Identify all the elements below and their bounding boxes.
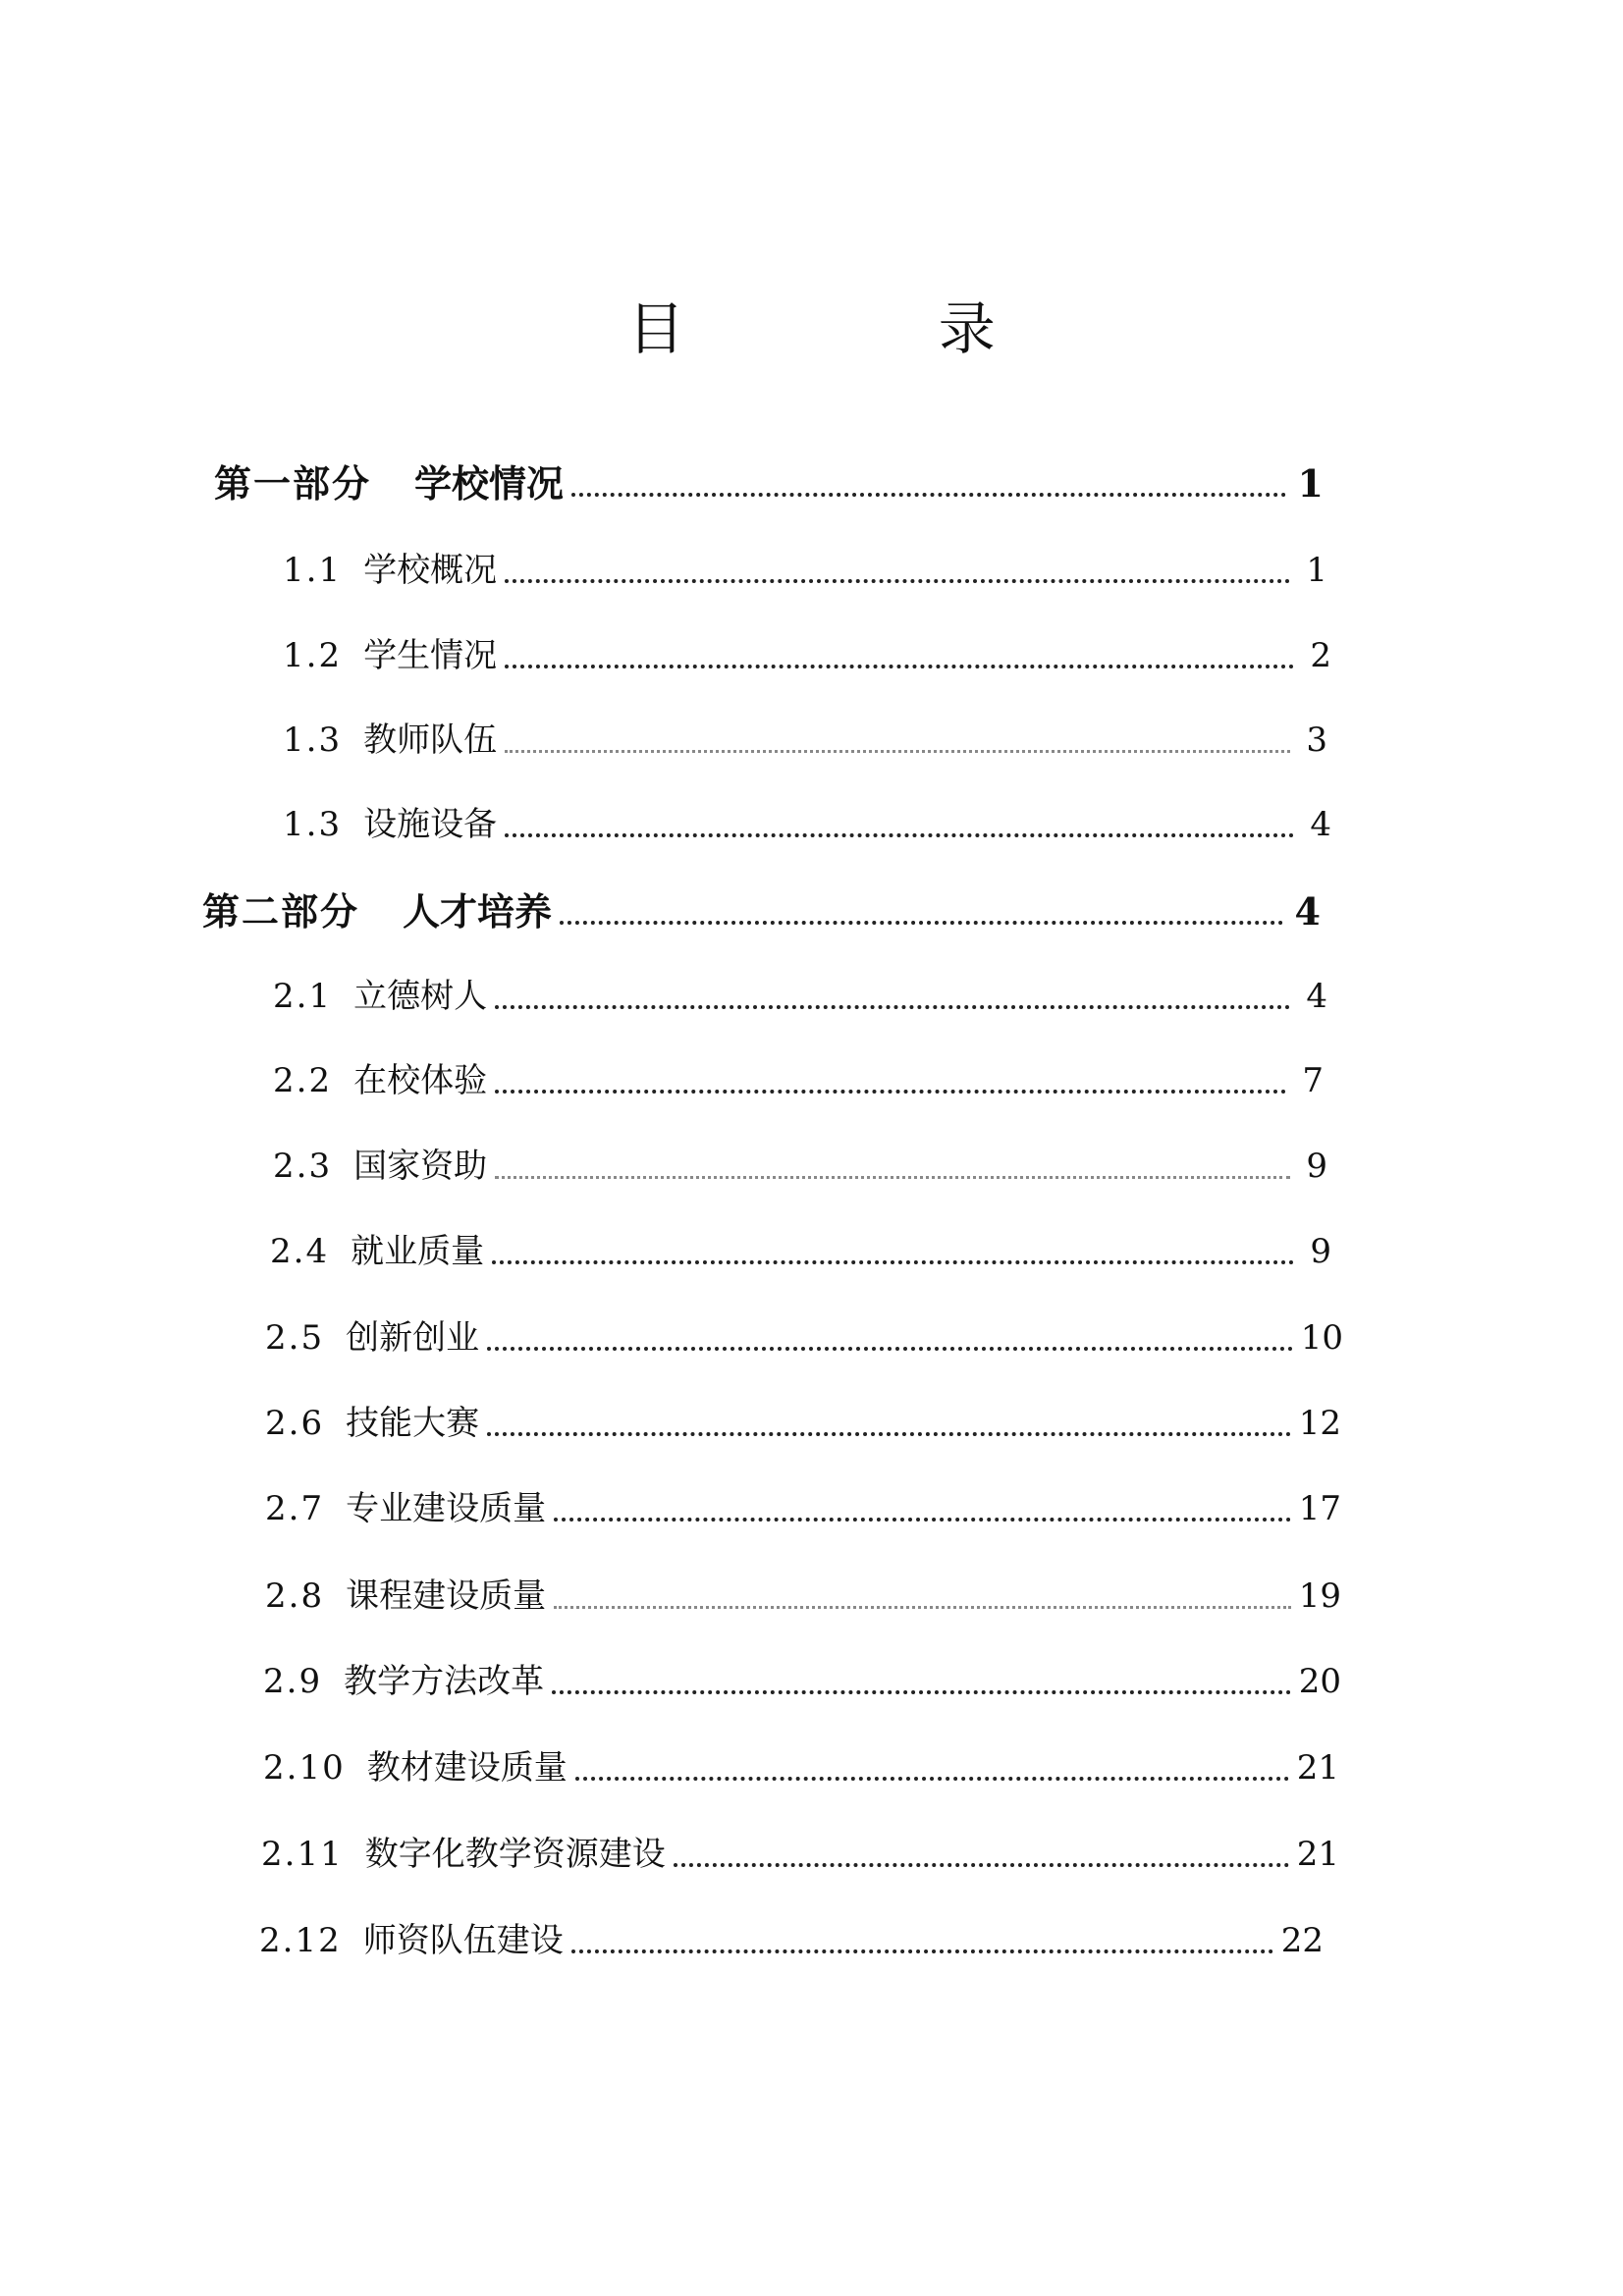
dot-leader: [495, 1005, 1290, 1009]
toc-entry-page: 20: [1298, 1662, 1341, 1701]
toc-entry-number: 1.1: [283, 551, 343, 590]
toc-entry-number: 2.3: [273, 1147, 333, 1186]
toc-entry-number: 第二部分: [202, 889, 360, 934]
toc-entry[interactable]: [263, 1743, 1339, 1792]
toc-entry-label: 国家资助: [353, 1147, 488, 1186]
toc-entry[interactable]: [265, 1399, 1341, 1448]
toc-entry-label: 设施设备: [363, 805, 498, 844]
toc-entry[interactable]: [265, 1572, 1341, 1621]
toc-entry[interactable]: [202, 887, 1321, 936]
dot-leader: [674, 1863, 1289, 1867]
toc-entry[interactable]: [265, 1313, 1343, 1362]
toc-entry-number: 2.8: [265, 1576, 325, 1616]
dot-leader: [505, 750, 1290, 753]
toc-entry-label: 师资队伍建设: [362, 1921, 564, 1960]
toc-entry-page: 9: [1306, 1147, 1327, 1186]
toc-entry[interactable]: [270, 1227, 1331, 1276]
toc-title: 目 录: [627, 295, 1113, 362]
toc-entry-number: 1.3: [283, 805, 343, 844]
toc-entry[interactable]: [214, 459, 1324, 508]
toc-entry-page: 9: [1310, 1232, 1331, 1271]
dot-leader: [505, 833, 1294, 837]
toc-entry-number: 2.9: [263, 1662, 323, 1701]
dot-leader: [492, 1260, 1294, 1264]
toc-entry-label: 就业质量: [351, 1232, 485, 1271]
toc-entry-page: 12: [1298, 1404, 1341, 1443]
toc-entry-label: 课程建设质量: [346, 1576, 547, 1616]
dot-leader: [495, 1090, 1286, 1094]
dot-leader: [571, 493, 1286, 497]
toc-entry-page: 4: [1294, 889, 1321, 934]
toc-entry-number: 2.5: [265, 1318, 325, 1358]
toc-entry-page: 7: [1302, 1061, 1324, 1100]
toc-entry-page: 4: [1306, 977, 1327, 1016]
toc-entry-page: 19: [1298, 1576, 1341, 1616]
toc-entry-number: 2.6: [265, 1404, 325, 1443]
toc-entry-number: 2.7: [265, 1489, 325, 1528]
toc-entry-page: 3: [1306, 721, 1327, 760]
toc-entry-label: 数字化教学资源建设: [364, 1835, 666, 1874]
toc-entry[interactable]: [273, 972, 1327, 1021]
dot-leader: [554, 1606, 1291, 1609]
toc-entry-page: 4: [1310, 805, 1331, 844]
dot-leader: [495, 1176, 1290, 1179]
dot-leader: [554, 1518, 1291, 1522]
toc-entry-number: 2.1: [273, 977, 333, 1016]
dot-leader: [575, 1777, 1289, 1781]
toc-entry-page: 21: [1296, 1835, 1339, 1874]
toc-entry[interactable]: [283, 716, 1327, 765]
toc-entry-page: 22: [1280, 1921, 1324, 1960]
toc-entry-number: 2.12: [259, 1921, 342, 1960]
toc-entry[interactable]: [283, 631, 1331, 680]
toc-entry-label: 教师队伍: [363, 721, 498, 760]
toc-entry-label: 学校概况: [363, 551, 498, 590]
toc-entry-page: 1: [1306, 551, 1327, 590]
dot-leader: [505, 579, 1290, 583]
toc-entry[interactable]: [265, 1484, 1341, 1533]
toc-entry-number: 2.4: [270, 1232, 330, 1271]
toc-entry-label: 专业建设质量: [346, 1489, 547, 1528]
toc-entry-label: 教材建设质量: [366, 1748, 568, 1788]
toc-entry-label: 技能大赛: [346, 1404, 480, 1443]
toc-entry-page: 10: [1300, 1318, 1343, 1358]
toc-entry-label: 立德树人: [353, 977, 488, 1016]
toc-entry[interactable]: [263, 1657, 1341, 1706]
dot-leader: [487, 1432, 1291, 1436]
toc-entry-page: 21: [1296, 1748, 1339, 1788]
dot-leader: [487, 1347, 1293, 1351]
toc-entry-label: 学校情况: [414, 462, 565, 506]
toc-entry-label: 教学方法改革: [344, 1662, 545, 1701]
toc-entry-number: 1.2: [283, 636, 343, 675]
toc-entry[interactable]: [283, 800, 1331, 849]
toc-entry[interactable]: [261, 1830, 1339, 1879]
toc-entry-page: 1: [1297, 461, 1324, 506]
toc-entry-number: 1.3: [283, 721, 343, 760]
toc-entry-number: 第一部分: [214, 461, 372, 506]
toc-entry[interactable]: [273, 1056, 1324, 1105]
toc-entry-label: 人才培养: [403, 890, 553, 934]
toc-entry[interactable]: [259, 1916, 1324, 1965]
toc-entry[interactable]: [273, 1142, 1327, 1191]
toc-entry-label: 在校体验: [353, 1061, 488, 1100]
dot-leader: [571, 1949, 1273, 1953]
toc-entry[interactable]: [283, 546, 1327, 595]
toc-entry-label: 学生情况: [363, 636, 498, 675]
toc-entry-number: 2.11: [261, 1835, 344, 1874]
toc-entry-number: 2.10: [263, 1748, 346, 1788]
dot-leader: [552, 1690, 1291, 1694]
toc-entry-page: 17: [1298, 1489, 1341, 1528]
toc-entry-page: 2: [1310, 636, 1331, 675]
dot-leader: [560, 921, 1283, 925]
toc-entry-number: 2.2: [273, 1061, 333, 1100]
dot-leader: [505, 665, 1294, 668]
toc-entry-label: 创新创业: [346, 1318, 480, 1358]
